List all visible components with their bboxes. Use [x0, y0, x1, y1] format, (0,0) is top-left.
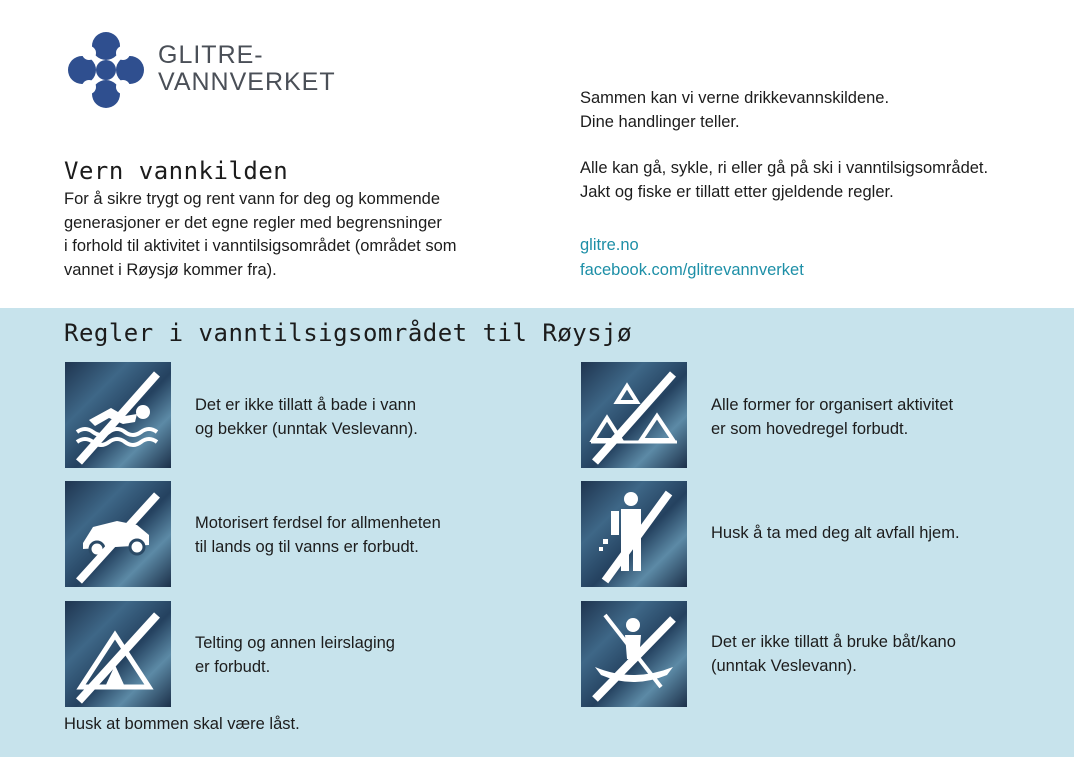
- rule-organized-text: [711, 394, 953, 441]
- rule-motor-text: [195, 512, 441, 559]
- barrier-note: Husk at bommen skal være låst.: [64, 715, 300, 733]
- rule-line: og bekker (unntak Veslevann).: [195, 419, 418, 438]
- facebook-link[interactable]: facebook.com/glitrevannverket: [580, 261, 804, 279]
- rules-heading: Regler i vanntilsigsområdet til Røysjø: [64, 319, 633, 347]
- intro-heading: Vern vannkilden: [64, 157, 289, 185]
- no-camping-icon: [65, 601, 171, 707]
- paragraph-line: Sammen kan vi verne drikkevannskildene.: [580, 89, 890, 107]
- no-swimming-icon: [65, 362, 171, 468]
- no-organized-activity-icon: [581, 362, 687, 468]
- rule-line: til lands og til vanns er forbudt.: [195, 537, 419, 556]
- contact-links: [580, 233, 804, 283]
- website-link[interactable]: glitre.no: [580, 236, 639, 254]
- intro-text: [64, 188, 524, 282]
- glitre-logo: [66, 30, 356, 110]
- no-motor-vehicles-icon: [65, 481, 171, 587]
- together-paragraph: [580, 87, 889, 134]
- rule-line: (unntak Veslevann).: [711, 656, 857, 675]
- paragraph-line: Alle kan gå, sykle, ri eller gå på ski i vanntilsigsområdet.: [580, 159, 989, 177]
- rule-camping-text: [195, 632, 395, 679]
- no-littering-icon: [581, 481, 687, 587]
- logo-line-2: VANNVERKET: [158, 68, 336, 96]
- rule-line: Husk å ta med deg alt avfall hjem.: [711, 524, 960, 542]
- logo-line-1: GLITRE-: [158, 41, 264, 69]
- intro-line: vannet i Røysjø kommer fra).: [64, 260, 277, 279]
- top-section: [0, 0, 1074, 308]
- no-boating-icon: [581, 601, 687, 707]
- logo-wordmark: [158, 42, 336, 96]
- intro-line: i forhold til aktivitet i vanntilsigsområdet (området som: [64, 237, 457, 255]
- rule-line: Motorisert ferdsel for allmenheten: [195, 514, 441, 532]
- paragraph-line: Dine handlinger teller.: [580, 112, 740, 131]
- allowed-activities-paragraph: [580, 157, 988, 204]
- intro-line: generasjoner er det egne regler med begrensninger: [64, 213, 442, 232]
- rule-line: Det er ikke tillatt å bruke båt/kano: [711, 633, 956, 651]
- rule-line: er forbudt.: [195, 657, 271, 676]
- paragraph-line: Jakt og fiske er tillatt etter gjeldende regler.: [580, 182, 894, 201]
- four-petal-logo-icon: [66, 30, 146, 110]
- rule-line: Det er ikke tillatt å bade i vann: [195, 396, 417, 414]
- rule-line: er som hovedregel forbudt.: [711, 419, 909, 438]
- rule-swimming-text: [195, 394, 418, 441]
- rule-line: Telting og annen leirslaging: [195, 634, 395, 652]
- rule-boating-text: [711, 631, 956, 678]
- intro-line: For å sikre trygt og rent vann for deg og kommende: [64, 190, 441, 208]
- rule-littering-text: [711, 522, 960, 546]
- rule-line: Alle former for organisert aktivitet: [711, 396, 954, 414]
